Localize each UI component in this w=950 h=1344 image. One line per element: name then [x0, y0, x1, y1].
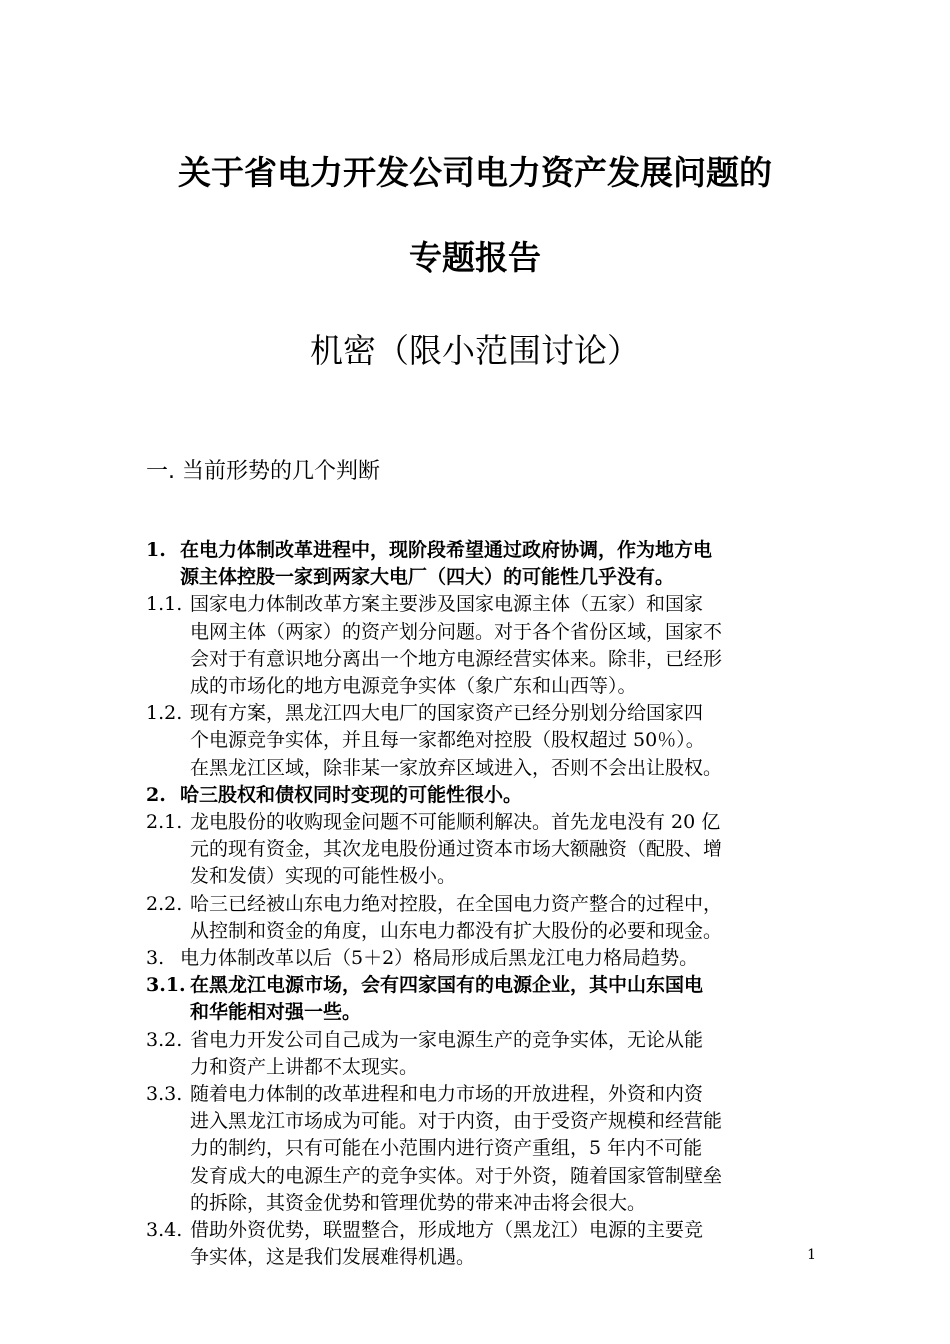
list-item-text: 力和资产上讲都不太现实。 [190, 1055, 419, 1078]
list-item-2-2 [146, 891, 826, 945]
list-item-2 [146, 782, 826, 809]
report-title-line-1: 关于省电力开发公司电力资产发展问题的 [178, 153, 772, 192]
page-number: 1 [807, 1247, 816, 1263]
confidentiality-marking: 机密（限小范围讨论） [310, 331, 640, 370]
list-item-2-1 [146, 809, 826, 891]
list-item-3-2 [146, 1027, 826, 1081]
list-item-1 [146, 537, 826, 591]
list-item-number: 2.1. [146, 811, 183, 834]
list-item-1-1 [146, 591, 826, 700]
list-item-text: 现有方案，黑龙江四大电厂的国家资产已经分别划分给国家四 [190, 702, 704, 725]
list-item-text: 争实体，这是我们发展难得机遇。 [190, 1246, 476, 1269]
list-item-3-1 [146, 972, 826, 1026]
list-item-number: 3.4. [146, 1219, 183, 1242]
list-item-number: 1.2. [146, 702, 183, 725]
list-item-number: 3.3. [146, 1083, 183, 1106]
list-item-text: 源主体控股一家到两家大电厂（四大）的可能性几乎没有。 [180, 566, 675, 589]
list-item-text: 发育成大的电源生产的竞争实体。对于外资，随着国家管制壁垒 [190, 1164, 723, 1187]
list-item-text: 借助外资优势，联盟整合，形成地方（黑龙江）电源的主要竞 [190, 1219, 704, 1242]
list-item-text: 国家电力体制改革方案主要涉及国家电源主体（五家）和国家 [190, 593, 704, 616]
list-item-text: 电力体制改革以后（5＋2）格局形成后黑龙江电力格局趋势。 [180, 947, 699, 970]
list-item-text: 电网主体（两家）的资产划分问题。对于各个省份区域，国家不 [190, 620, 723, 643]
list-item-text: 哈三股权和债权同时变现的可能性很小。 [180, 783, 523, 806]
list-item-text: 的拆除，其资金优势和管理优势的带来冲击将会很大。 [190, 1191, 647, 1214]
list-item-number: 1.1. [146, 593, 183, 616]
list-item-3 [146, 945, 826, 972]
list-item-text: 个电源竞争实体，并且每一家都绝对控股（股权超过 50％）。 [190, 729, 705, 752]
list-item-text: 进入黑龙江市场成为可能。对于内资，由于受资产规模和经营能 [190, 1110, 723, 1133]
list-item-number: 3. [146, 947, 165, 970]
list-item-text: 省电力开发公司自己成为一家电源生产的竞争实体，无论从能 [190, 1028, 704, 1051]
list-item-number: 3.2. [146, 1028, 183, 1051]
list-item-text: 龙电股份的收购现金问题不可能顺利解决。首先龙电没有 20 亿 [190, 811, 721, 834]
list-item-number: 2. [146, 783, 166, 806]
list-item-text: 在黑龙江电源市场，会有四家国有的电源企业，其中山东国电 [190, 974, 704, 997]
judgment-list [146, 537, 826, 1271]
list-item-1-2 [146, 700, 826, 782]
list-item-text: 从控制和资金的角度，山东电力都没有扩大股份的必要和现金。 [190, 919, 723, 942]
list-item-text: 力的制约，只有可能在小范围内进行资产重组，5 年内不可能 [190, 1137, 703, 1160]
list-item-text: 在电力体制改革进程中，现阶段希望通过政府协调，作为地方电 [180, 539, 713, 561]
list-item-3-3 [146, 1081, 826, 1217]
list-item-text: 元的现有资金，其次龙电股份通过资本市场大额融资（配股、增 [190, 838, 723, 861]
list-item-text: 会对于有意识地分离出一个地方电源经营实体来。除非，已经形 [190, 647, 723, 670]
list-item-number: 1. [146, 539, 166, 561]
list-item-text: 随着电力体制的改革进程和电力市场的开放进程，外资和内资 [190, 1083, 704, 1106]
list-item-text: 发和发债）实现的可能性极小。 [190, 865, 457, 888]
list-item-text: 成的市场化的地方电源竞争实体（象广东和山西等）。 [190, 675, 637, 698]
list-item-text: 在黑龙江区域，除非某一家放弃区域进入，否则不会出让股权。 [190, 756, 723, 779]
section-heading: 一. 当前形势的几个判断 [146, 459, 380, 484]
report-title-line-2: 专题报告 [409, 238, 541, 277]
list-item-number: 2.2. [146, 892, 183, 915]
list-item-text: 和华能相对强一些。 [190, 1001, 362, 1024]
list-item-3-4 [146, 1217, 826, 1271]
list-item-number: 3.1. [146, 974, 186, 997]
list-item-text: 哈三已经被山东电力绝对控股，在全国电力资产整合的过程中， [190, 892, 723, 915]
